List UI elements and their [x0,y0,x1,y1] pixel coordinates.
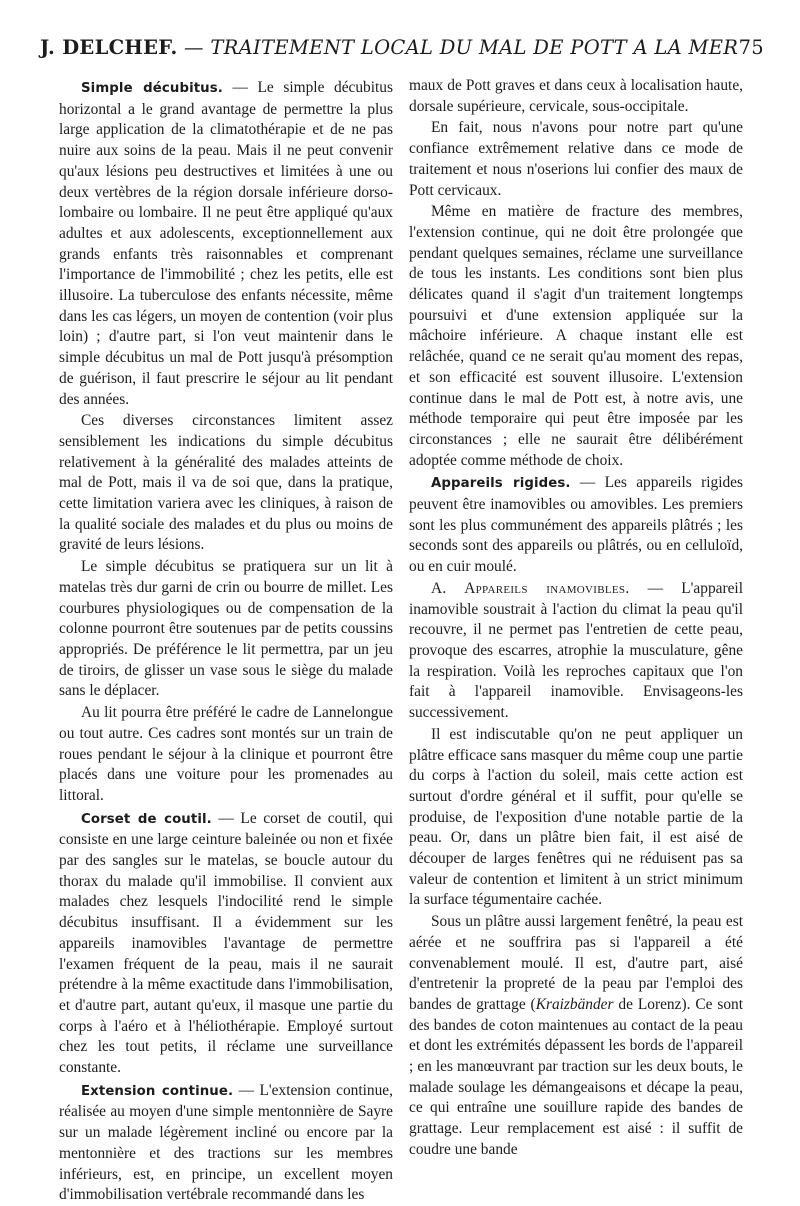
paragraph-appareils-rigides [409,473,743,578]
left-column [59,76,393,1204]
paragraph-text: de Lorenz). Ce sont des bandes de coton maintenues au contact de la peau et dont les extrémités dépassent les bords de l'appareil ; en les manœuvrant par traction sur les deux bouts, le malade soulage les démangeaisons et décape la peau, ce qui entraîne une souillure rapide des bandes de grattage. Leur remplacement est aisé : il suffit de coudre une bande [409,995,743,1158]
running-header [40,36,764,72]
paragraph-text: — L'appareil inamovible soustrait à l'action du climat la peau qu'il recouvre, il ne permet pas l'entretien de cette peau, provoque des escarres, atrophie la musculature, gêne la respiration. Voilà les reproches capitaux que l'on fait à l'appareil inamovible. Envisageons-les successivement. [409,579,743,722]
italic-term-kraizbander: Kraizbänder [535,995,614,1013]
paragraph-text: — Le corset de coutil, qui consiste en une large ceinture baleinée ou non et fixée par des sangles sur le matelas, se boucle autour du thorax du malade qu'il immobilise. Il convient aux malades chez lesquels l'indocilité rend le simple décubitus insuffisant. Il a évidemment sur les appareils inamovibles l'avantage de permettre l'examen fréquent de la peau, mais il ne saurait prétendre à la même exactitude dans l'immobilisation, et d'autre part, autant qu'eux, il masque une partie du corps à l'aéro et à l'héliothérapie. Employé surtout chez les tout petits, il réclame une surveillance constante. [59,809,393,1077]
paragraph: Il est indiscutable qu'on ne peut appliquer un plâtre efficace sans masquer du même coup une partie du corps à l'action du soleil, mais cette action est surtout d'ordre général et il suffit, pour qu'elle se produise, de l'exposition d'une notable partie de la peau. Or, dans un plâtre bien fait, il est aisé de découper de larges fenêtres qui ne réduisent pas sa valeur de contention et limitent à un strict minimum la surface tégumentaire cachée. [409,725,743,909]
paragraph: En fait, nous n'avons pour notre part qu'une confiance extrêmement relative dans ce mode de traitement et nous n'oserions lui confier des maux de Pott cervicaux. [409,119,743,199]
paragraph-text: — Le simple décubitus horizontal a le grand avantage de permettre la plus large application de la climatothérapie et de ne pas nuire aux soins de la peau. Mais il ne peut convenir qu'aux lésions peu destructives et limitées à une ou deux vertèbres de la région dorsale inférieure dorso-lombaire ou lombaire. Il ne peut être appliqué qu'aux adultes et aux adolescents, exceptionnellement aux grands enfants très raisonnables et comprenant l'importance de l'immobilité ; chez les petits, elle est illusoire. La tuberculose des enfants nécessite, même dans les cas légers, un moyen de contention (voir plus loin) ; d'autre part, si l'on veut maintenir dans le simple décubitus un mal de Pott jusqu'à présomption de guérison, il faut prescrire le séjour au lit pendant des années. [59,79,393,408]
paragraph-extension-continue [59,1081,393,1206]
paragraph: Le simple décubitus se pratiquera sur un lit à matelas très dur garni de crin ou bourre de millet. Les courbures physiologiques ou de compensation de la colonne pourront être soutenues par de petits coussins appropriés. De préférence le lit permettra, par un jeu de tiroirs, de glisser un vase sous le siège du malade sans le déplacer. [59,558,393,700]
header-title: TRAITEMENT LOCAL DU MAL DE POTT A LA MER [210,36,739,59]
subsection-heading-appareils-inamovibles: A. Appareils inamovibles. [431,579,630,597]
paragraph: Même en matière de fracture des membres, l'extension continue, qui ne doit être prolongée que pendant quelques semaines, réclame une surveillance de tous les instants. Les conditions sont bien plus délicates quand il s'agit d'un traitement longtemps poursuivi et d'une extension appliquée sur la mâchoire inférieure. A chaque instant elle est relâchée, quand ce ne serait qu'au moment des repas, et son efficacité est souvent illusoire. L'extension continue dans le mal de Pott est, à notre avis, une méthode temporaire qui peut être imposée par les circonstances ; elle ne saurait être délibérément adoptée comme méthode de choix. [409,203,743,469]
section-heading-simple-decubitus: Simple décubitus. [81,81,223,96]
right-column [409,76,744,1158]
paragraph-simple-decubitus [59,78,393,410]
section-heading-corset-de-coutil: Corset de coutil. [81,811,212,827]
header-author: J. DELCHEF. [40,36,178,59]
page-number: 75 [738,36,764,59]
paragraph: Au lit pourra être préféré le cadre de Lannelongue ou tout autre. Ces cadres sont montés sur un train de roues pendant le séjour à la clinique et pourront être placés dans une voiture pour les promenades au littoral. [59,704,393,804]
paragraph: Ces diverses circonstances limitent assez sensiblement les indications du simple décubitus relativement à la généralité des malades atteints de mal de Pott, mais il va de soi que, dans la pratique, cette limitation variera avec les cliniques, à raison de la qualité sociale des malades et du plus ou moins de gravité de leurs lésions. [59,412,393,554]
paragraph-text: — Les appareils rigides peuvent être inamovibles ou amovibles. Les premiers sont les plus communément des appareils plâtrés ; les seconds sont des appareils ou plâtrés, ou en celluloïd, ou en cuir moulé. [409,474,744,576]
header-dash: — [177,36,211,59]
paragraph-text: Sous un plâtre aussi largement fenêtré, la peau est aérée et ne souffrira pas si l'appareil a été convenablement moulé. Il est, d'autre part, aisé d'entretenir la propreté de la peau par l'emploi des bandes de grattage ( [409,913,743,1013]
section-heading-extension-continue: Extension continue. [81,1083,234,1099]
section-heading-appareils-rigides: Appareils rigides. [431,476,571,492]
paragraph [409,912,743,1160]
paragraph-appareils-inamovibles [409,579,743,724]
paragraph-continued: maux de Pott graves et dans ceux à localisation haute, dorsale supérieure, cervicale, sous-occipitale. [409,77,743,115]
paragraph-corset-de-coutil [59,809,393,1079]
paragraph-text: — L'extension continue, réalisée au moyen d'une simple mentonnière de Sayre sur un malade légèrement incliné ou encore par la mentonnière et des tractions sur les membres inférieurs, est, en principe, un excellent moyen d'immobilisation vertébrale recommandé dans les [59,1081,393,1204]
